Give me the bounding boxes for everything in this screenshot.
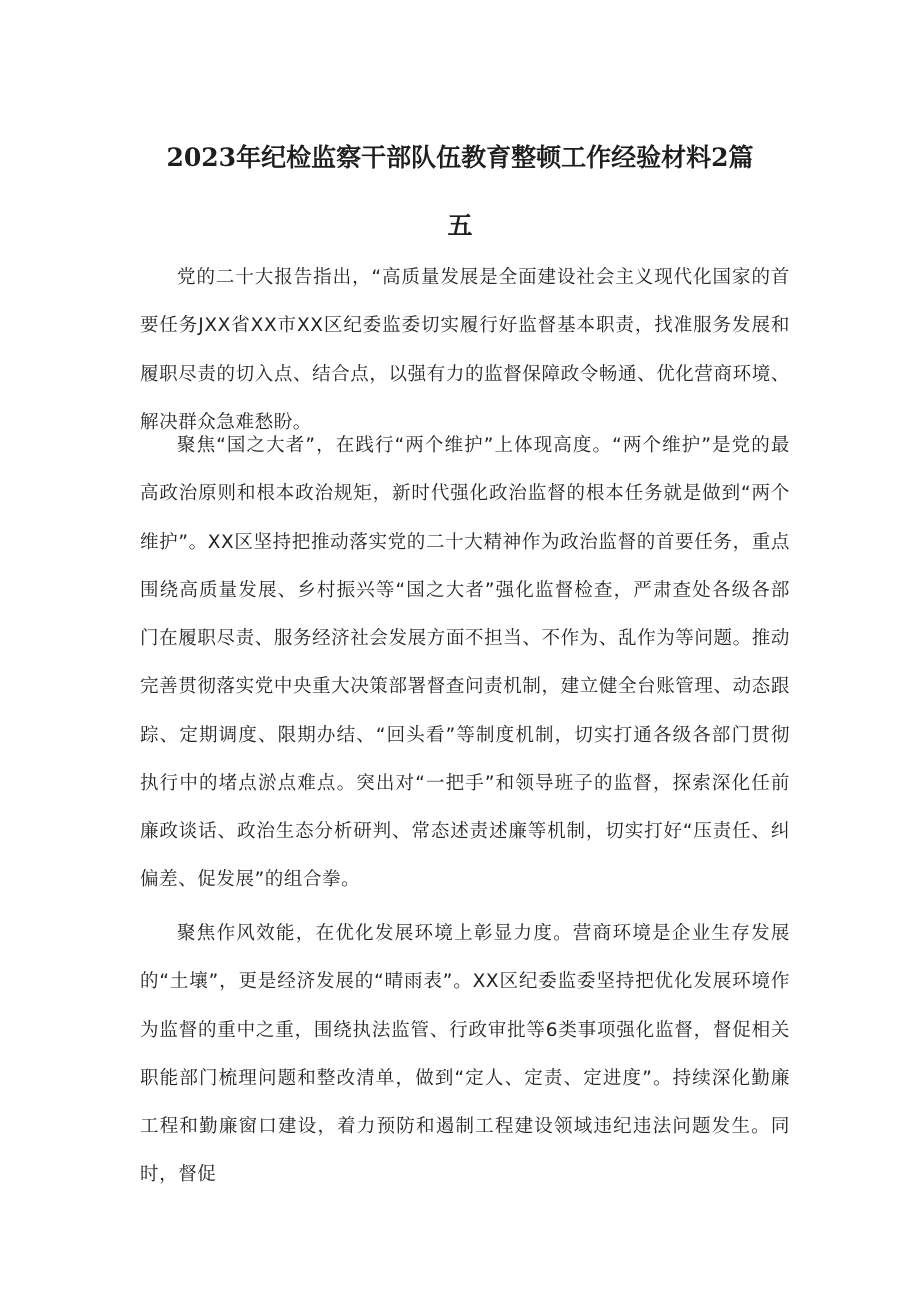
paragraph-political-supervision: 聚焦“国之大者”，在践行“两个维护”上体现高度。“两个维护”是党的最高政治原则和根本政治规矩，新时代强化政治监督的根本任务就是做到“两个维护”。XX区坚持把推动落实党的二十大精神作为政治监督的首要任务，重点围绕高质量发展、乡村振兴等“国之大者”强化监督检查，严肃查处各级各部门在履职尽责、服务经济社会发展方面不担当、不作为、乱作为等问题。推动完善贯彻落实党中央重大决策部署督查问责机制，建立健全台账管理、动态跟踪、定期调度、限期办结、“回头看”等制度机制，切实打通各级各部门贯彻执行中的堵点淤点难点。突出对“一把手”和领导班子的监督，探索深化任前廉政谈话、政治生态分析研判、常态述责述廉等机制，切实打好“压责任、纠偏差、促发展”的组合拳。 [140,435,790,891]
paragraph-intro: 党的二十大报告指出，“高质量发展是全面建设社会主义现代化国家的首要任务JXX省XX市XX区纪委监委切实履行好监督基本职责，找准服务发展和履职尽责的切入点、结合点，以强有力的监督保障政令畅通、优化营商环境、解决群众急难愁盼。 [140,267,790,433]
document-title-line-1: 2023年纪检监察干部队伍教育整顿工作经验材料2篇 [166,143,754,172]
paragraph-work-style: 聚焦作风效能，在优化发展环境上彰显力度。营商环境是企业生存发展的“土壤”，更是经济发展的“晴雨表”。XX区纪委监委坚持把优化发展环境作为监督的重中之重，围绕执法监管、行政审批等6类事项强化监督，督促相关职能部门梳理问题和整改清单，做到“定人、定责、定进度”。持续深化勤廉工程和勤廉窗口建设，着力预防和遏制工程建设领域违纪违法问题发生。同时，督促 [140,923,790,1186]
document-title-line-2: 五 [447,211,473,240]
